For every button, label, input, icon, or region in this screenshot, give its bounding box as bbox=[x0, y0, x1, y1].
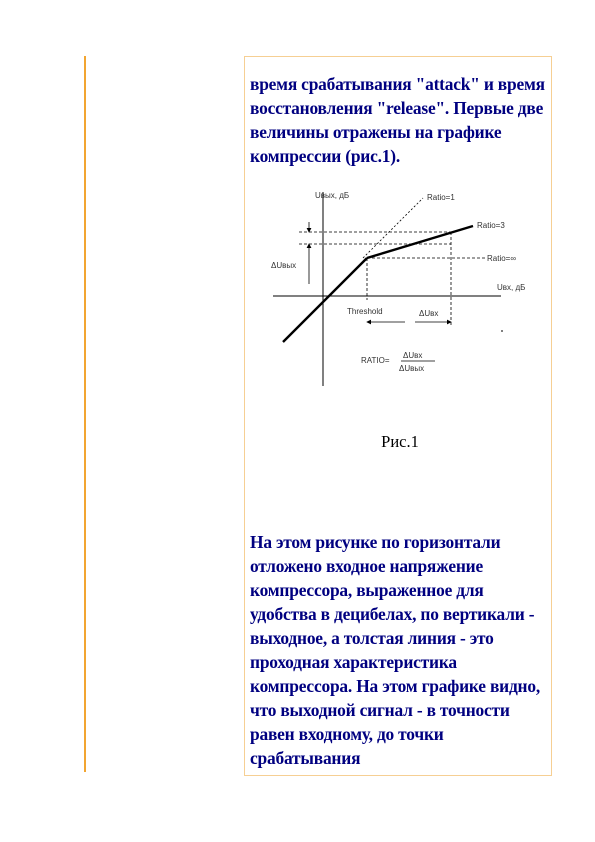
formula-numerator: ΔUвх bbox=[403, 351, 423, 360]
formula-lhs: RATIO= bbox=[361, 356, 390, 365]
delta-in-label: ΔUвх bbox=[419, 309, 439, 318]
compression-graph bbox=[265, 186, 547, 392]
formula-denominator: ΔUвых bbox=[399, 364, 425, 373]
characteristic-upper bbox=[367, 226, 473, 258]
y-axis-label: Uвых, дБ bbox=[315, 191, 350, 200]
ratio-3-label: Ratio=3 bbox=[477, 221, 505, 230]
characteristic-lower bbox=[283, 258, 367, 342]
x-axis-label: Uвх, дБ bbox=[497, 283, 526, 292]
delta-out-label: ΔUвых bbox=[271, 261, 297, 270]
left-margin-rule bbox=[84, 56, 86, 772]
ratio-inf-label: Ratio=∞ bbox=[487, 254, 517, 263]
figure-caption: Рис.1 bbox=[381, 432, 419, 451]
ratio-1-label: Ratio=1 bbox=[427, 193, 455, 202]
paragraph-attack-release: время срабатывания "attack" и время восстановления "release". Первые две величины отражены на графике компрессии (рис.1). bbox=[250, 74, 545, 166]
threshold-label: Threshold bbox=[347, 307, 383, 316]
paragraph-graph-explanation: На этом рисунке по горизонтали отложено входное напряжение компрессора, выраженное для удобства в децибелах, по вертикали - выходное, а толстая линия - это проходная характеристика компрессора. На этом графике видно, что выходной сигнал - в точности равен входному, до точки срабатывания bbox=[250, 532, 541, 768]
